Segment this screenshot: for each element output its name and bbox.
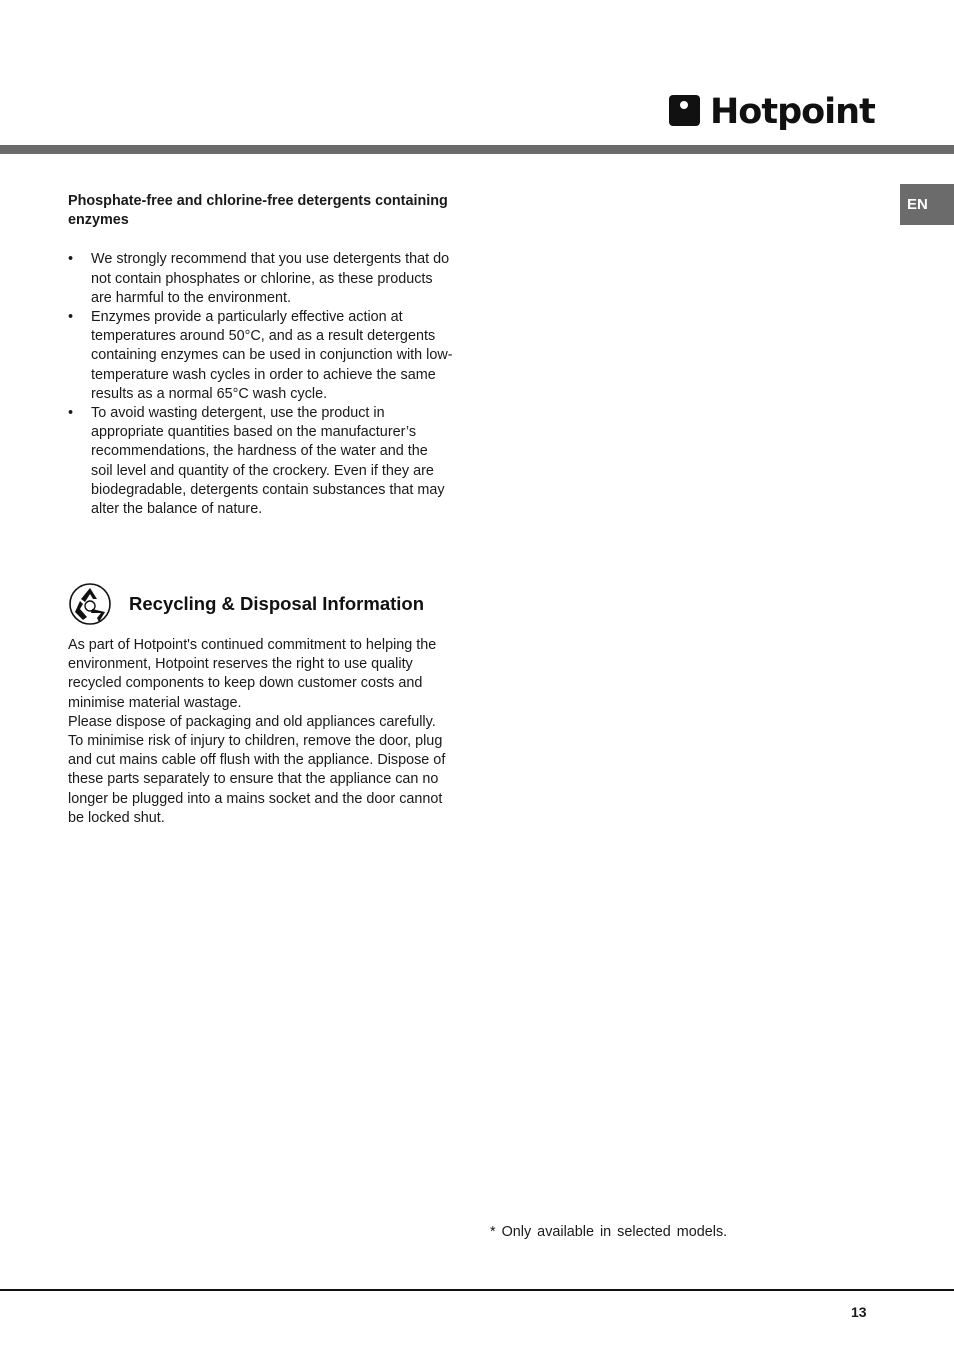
detergents-bullet-list (68, 250, 453, 519)
detergents-heading: Phosphate-free and chlorine-free detergents containing enzymes (68, 193, 448, 229)
hotpoint-logo (669, 92, 875, 132)
recycling-body (68, 636, 453, 828)
language-tab-label: EN (907, 196, 928, 213)
list-item: • To avoid wasting detergent, use the product in appropriate quantities based on the manufacturer’s recommendations, the hardness of the water and the soil level and quantity of the crockery. Even if they are biodegradable, detergents contain substances that may alter the balance of nature. (68, 404, 453, 519)
body-paragraph: Please dispose of packaging and old appliances carefully. (68, 713, 436, 730)
footer-rule (0, 1289, 954, 1291)
list-item: • We strongly recommend that you use detergents that do not contain phosphates or chlorine, as these products are harmful to the environment. (68, 250, 453, 308)
footnote: * Only available in selected models. (490, 1224, 728, 1240)
body-paragraph: As part of Hotpoint's continued commitment to helping the environment, Hotpoint reserves the right to use quality recycled components to keep down customer costs and minimise material wastage. (68, 637, 437, 711)
logo-mark-icon (669, 95, 700, 126)
recycle-icon (68, 582, 112, 626)
list-item: • Enzymes provide a particularly effective action at temperatures around 50°C, and as a result detergents containing enzymes can be used in conjunction with low-temperature wash cycles in order to achieve the same results as a normal 65°C wash cycle. (68, 308, 453, 404)
language-tab (900, 184, 954, 225)
header-divider-bar (0, 145, 954, 154)
logo-wordmark: Hotpoint (710, 91, 875, 132)
recycling-section-header (68, 582, 424, 626)
section-title: Recycling & Disposal Information (129, 593, 425, 614)
detergents-section (68, 192, 453, 519)
body-paragraph: To minimise risk of injury to children, remove the door, plug and cut mains cable off flush with the appliance. Dispose of these parts separately to ensure that the appliance can no longer be plugged into a mains socket and the door cannot be locked shut. (68, 733, 446, 826)
page-number: 13 (851, 1304, 867, 1320)
